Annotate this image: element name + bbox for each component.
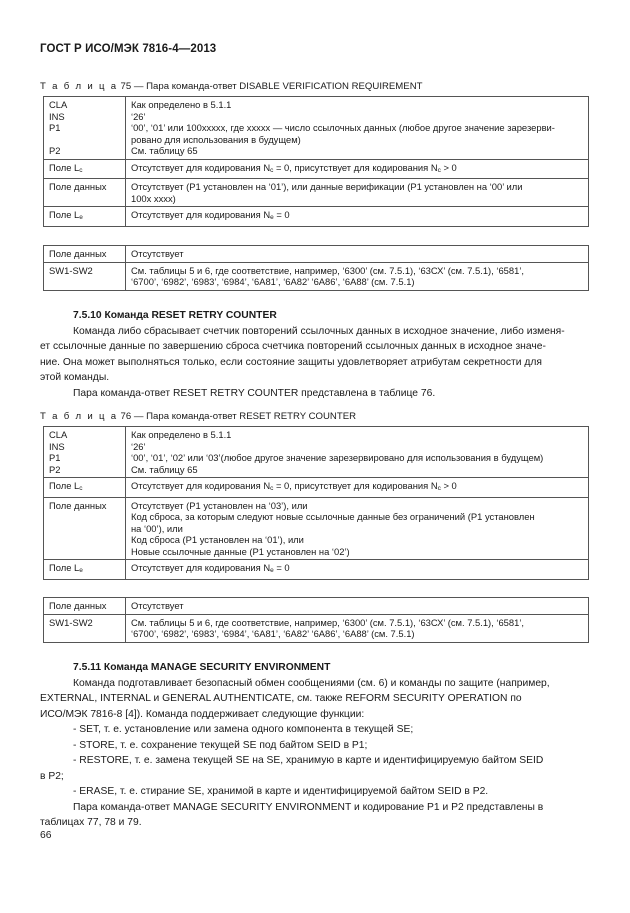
paragraph-line: этой команды. <box>40 372 110 383</box>
table-cell-names <box>44 427 126 478</box>
table-cell-value <box>126 179 589 207</box>
table-cell-value <box>126 560 589 580</box>
cell-line: ровано для использования в будущем) <box>131 133 301 145</box>
paragraph-line: Команда подготавливает безопасный обмен сообщениями (см. 6) и команды по защите (например, <box>73 677 550 689</box>
cell-line: ‘6700’, ‘6982’, ‘6983’, ‘6984’, ‘6А81’, ‘6А82’ ‘6А86’, ‘6А88’ (см. 7.5.1) <box>131 628 415 639</box>
table-row <box>44 598 589 615</box>
table-75-response <box>43 245 589 291</box>
paragraph-line: EXTERNAL, INTERNAL и GENERAL AUTHENTICATE, см. также REFORM SECURITY OPERATION по <box>40 693 522 704</box>
table-cell-value: Отсутствует <box>126 246 589 263</box>
table-cell-values <box>126 427 589 478</box>
section-heading: 7.5.10 Команда RESET RETRY COUNTER <box>73 310 277 321</box>
subscript: c <box>270 166 274 174</box>
table-cell-name <box>44 207 126 227</box>
table-cell-value <box>126 478 589 498</box>
cell-text: Отсутствует для кодирования N <box>131 480 271 491</box>
cell-line: Отсутствует (P1 установлен на ‘01’), или данные верификации (P1 установлен на ‘00’ или <box>131 181 523 192</box>
page-number: 66 <box>40 830 52 841</box>
cell-line: 100х хххх) <box>131 192 176 204</box>
caption-text: 75 — Пара команда-ответ DISABLE VERIFICATION REQUIREMENT <box>120 81 423 92</box>
cell-line: Код сброса, за которым следуют новые ссылочные данные без ограничений (P1 установлен <box>131 511 535 522</box>
cell-text: Отсутствует для кодирования N <box>131 161 271 173</box>
table-cell-value <box>126 159 589 179</box>
list-item: - ERASE, т. е. стирание SE, хранимой в карте и идентифицируемой байтом SEID в P2. <box>73 786 489 797</box>
table-cell-value <box>126 497 589 560</box>
cell-text: Поле L <box>49 562 80 573</box>
table-75-command <box>43 96 589 227</box>
subscript: c <box>437 485 441 492</box>
paragraph-line: Пара команда-ответ MANAGE SECURITY ENVIRONMENT и кодирование P1 и P2 представлены в <box>73 801 544 813</box>
subscript: e <box>79 214 83 221</box>
table-cell-name: Поле данных <box>44 497 126 560</box>
table-cell-name: Поле данных <box>44 179 126 207</box>
cell-line: Код сброса (P1 установлен на ‘01’), или <box>131 534 304 545</box>
cell-line: CLA <box>49 99 68 110</box>
section-7-5-11 <box>40 660 590 831</box>
table-row <box>44 614 589 642</box>
subscript: e <box>270 214 274 221</box>
cell-text: = 0, присутствует для кодирования N <box>273 161 438 173</box>
cell-line: Как определено в 5.1.1 <box>131 99 232 110</box>
cell-line: P1 <box>49 452 61 463</box>
cell-line: ‘00’, ‘01’, ‘02’ или ‘03’(любое другое значение зарезервировано для использования в будущем) <box>131 452 544 463</box>
table-row <box>44 179 589 207</box>
caption-label: Т а б л и ц а <box>40 81 118 92</box>
subscript: e <box>270 567 274 574</box>
table-cell-name: SW1-SW2 <box>44 614 126 642</box>
subscript: c <box>79 166 83 174</box>
cell-line: См. таблицу 65 <box>131 145 198 156</box>
paragraph: Пара команда-ответ RESET RETRY COUNTER представлена в таблице 76. <box>73 387 436 399</box>
table-cell-name: Поле данных <box>44 598 126 615</box>
subscript: c <box>79 485 83 492</box>
cell-line: Отсутствует (P1 установлен на ‘03’), или <box>131 499 308 511</box>
table-row <box>44 262 589 290</box>
table-row <box>44 246 589 263</box>
paragraph-line: ние. Она может выполняться только, если состояние защиты удовлетворяет атрибутам секретности для <box>40 356 542 368</box>
cell-text: Поле L <box>49 480 80 491</box>
cell-text: = 0 <box>273 209 290 220</box>
cell-line: на ‘00’), или <box>131 522 183 534</box>
cell-text: Поле L <box>49 161 80 173</box>
cell-line: Как определено в 5.1.1 <box>131 429 232 440</box>
table-row <box>44 497 589 560</box>
cell-text: Отсутствует для кодирования N <box>131 562 271 573</box>
cell-line: CLA <box>49 429 68 440</box>
table-row <box>44 427 589 478</box>
table-row <box>44 478 589 498</box>
cell-line: См. таблицы 5 и 6, где соответствие, например, ‘6300’ (см. 7.5.1), ‘63СХ’ (см. 7.5.1), ‘6581’, <box>131 264 525 276</box>
caption-label: Т а б л и ц а <box>40 411 118 422</box>
table-cell-value <box>126 207 589 227</box>
cell-text: > 0 <box>440 161 457 173</box>
document-header: ГОСТ Р ИСО/МЭК 7816-4—2013 <box>40 43 217 55</box>
paragraph-line: ИСО/МЭК 7816-8 [4]). Команда поддерживает следующие функции: <box>40 708 365 720</box>
cell-line: Новые ссылочные данные (P1 установлен на ‘02’) <box>131 545 350 557</box>
table-row <box>44 207 589 227</box>
cell-text: = 0, присутствует для кодирования N <box>273 480 438 491</box>
paragraph-line: ет ссылочные данные по завершению сброса счетчика повторений ссылочных данных в исходное значе- <box>40 341 546 352</box>
list-item: - STORE, т. е. сохранение текущей SE под байтом SEID в P1; <box>73 739 368 751</box>
table-cell-value <box>126 614 589 642</box>
cell-line: P2 <box>49 145 61 156</box>
table-cell-name <box>44 560 126 580</box>
cell-line: См. таблицу 65 <box>131 463 198 475</box>
cell-text: Отсутствует для кодирования N <box>131 209 271 220</box>
section-7-5-10 <box>40 308 590 401</box>
table-cell-name <box>44 159 126 179</box>
table-76-command <box>43 426 589 580</box>
table-row <box>44 560 589 580</box>
table-cell-value <box>126 262 589 290</box>
table-76-caption <box>40 411 356 422</box>
cell-line <box>49 134 120 146</box>
table-cell-value: Отсутствует <box>126 598 589 615</box>
cell-text: Поле L <box>49 209 80 220</box>
subscript: c <box>270 485 274 492</box>
cell-text: > 0 <box>440 480 457 491</box>
cell-line: ‘26’ <box>131 110 146 122</box>
table-76-response <box>43 597 589 643</box>
cell-text: = 0 <box>273 562 290 573</box>
cell-line: ‘00’, ‘01’ или 100ххххх, где ххххх — число ссылочных данных (любое другое значение зарезерви- <box>131 122 555 133</box>
subscript: c <box>437 166 441 174</box>
subscript: e <box>79 567 83 574</box>
table-row <box>44 159 589 179</box>
table-cell-values <box>126 97 589 160</box>
paragraph-line: таблицах 77, 78 и 79. <box>40 817 142 828</box>
section-heading: 7.5.11 Команда MANAGE SECURITY ENVIRONMENT <box>73 662 331 673</box>
caption-text: 76 — Пара команда-ответ RESET RETRY COUNTER <box>120 411 357 422</box>
table-cell-name: SW1-SW2 <box>44 262 126 290</box>
table-row <box>44 97 589 160</box>
cell-line: INS <box>49 440 65 452</box>
cell-line: См. таблицы 5 и 6, где соответствие, например, ‘6300’ (см. 7.5.1), ‘63СХ’ (см. 7.5.1), ‘6581’, <box>131 616 525 628</box>
table-75-caption <box>40 81 423 92</box>
table-cell-name: Поле данных <box>44 246 126 263</box>
cell-line: P1 <box>49 122 61 133</box>
table-cell-name <box>44 478 126 498</box>
table-cell-names <box>44 97 126 160</box>
paragraph-line: Команда либо сбрасывает счетчик повторений ссылочных данных в исходное значение, либо изменя- <box>73 325 565 337</box>
list-item: - SET, т. е. установление или замена одного компонента в текущей SE; <box>73 724 414 735</box>
list-item-continuation: в P2; <box>40 770 64 782</box>
cell-line: ‘6700’, ‘6982’, ‘6983’, ‘6984’, ‘6А81’, ‘6А82’ ‘6А86’, ‘6А88’ (см. 7.5.1) <box>131 276 415 287</box>
cell-line: ‘26’ <box>131 440 146 452</box>
list-item: - RESTORE, т. е. замена текущей SE на SE, хранимую в карте и идентифицируемую байтом SEID <box>73 755 544 766</box>
cell-line: P2 <box>49 463 61 475</box>
cell-line: INS <box>49 110 65 122</box>
